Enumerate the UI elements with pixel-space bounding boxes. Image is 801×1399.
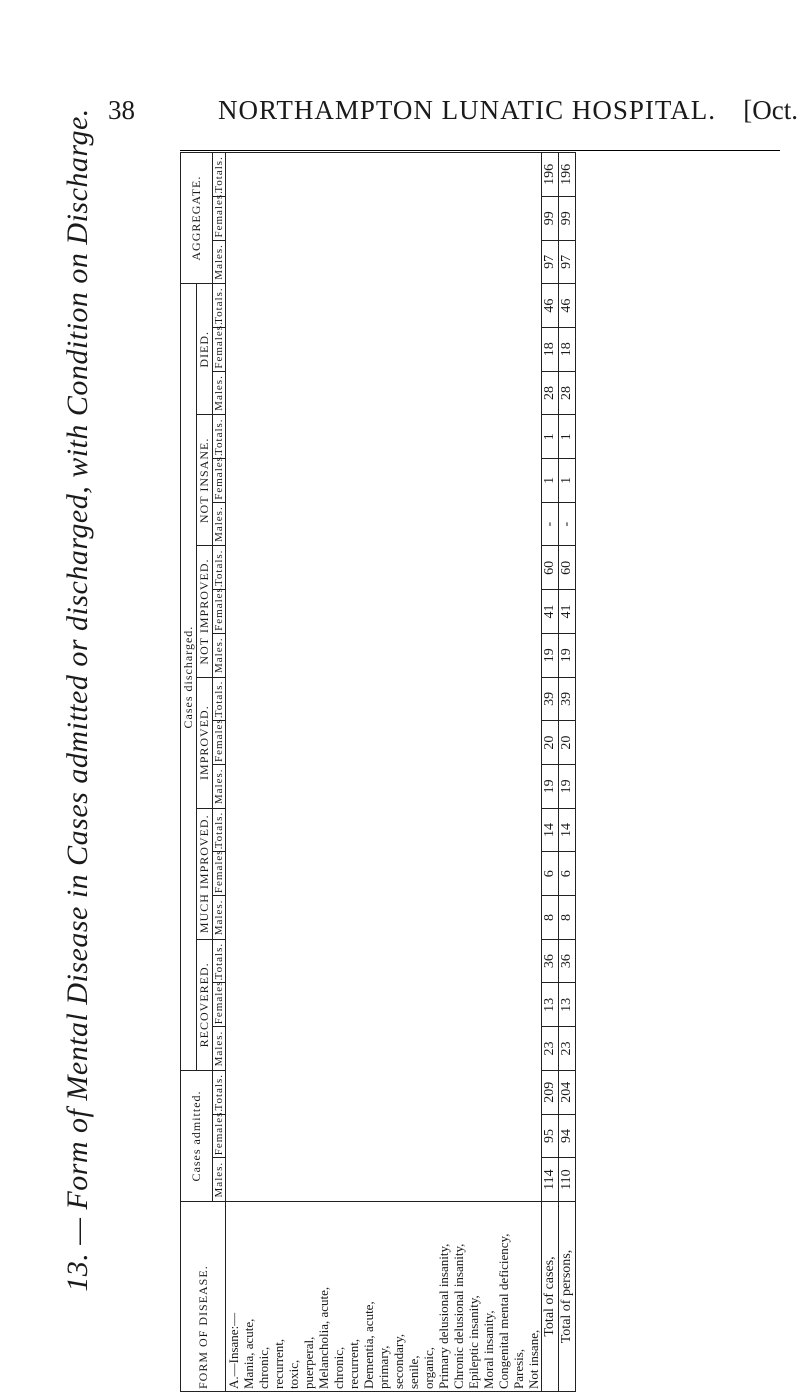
col-form-of-disease: FORM OF DISEASE. [181, 1202, 226, 1392]
much-improved-males: 8 [542, 896, 559, 940]
col-totals: Totals. [213, 284, 226, 328]
total-cases-label: Total of cases, [542, 1202, 559, 1392]
col-males: Males. [213, 1158, 226, 1202]
disease-label: chronic, [331, 1346, 346, 1389]
disease-label: Moral insanity, [481, 1310, 496, 1389]
col-males: Males. [213, 896, 226, 940]
improved-males: 19 [542, 764, 559, 808]
sub-not-improved: NOT IMPROVED. [197, 546, 213, 677]
col-males: Males. [213, 240, 226, 284]
disease-label: Epileptic insanity, [466, 1295, 481, 1389]
col-males: Males. [213, 633, 226, 677]
much-improved-males: 8 [559, 896, 576, 940]
header-row-1 [181, 153, 197, 1392]
not-improved-totals: 60 [542, 546, 559, 590]
disease-label: primary, [376, 1345, 391, 1389]
page-number: 38 [108, 95, 135, 125]
disease-label: Paresis, [511, 1348, 526, 1389]
disease-label: Congenital mental deficiency, [496, 1233, 511, 1389]
recovered-males: 23 [559, 1027, 576, 1071]
disease-label: toxic, [286, 1359, 301, 1389]
aggregate-males: 97 [559, 240, 576, 284]
disease-label: organic, [421, 1347, 436, 1389]
col-totals: Totals. [213, 1070, 226, 1114]
admitted-totals-persons: 204 [559, 1070, 576, 1114]
row-values-placeholder [226, 153, 542, 1202]
col-totals: Totals. [213, 808, 226, 852]
aggregate-totals: 196 [542, 153, 559, 197]
col-totals: Totals. [213, 939, 226, 983]
not-insane-females: 1 [542, 459, 559, 503]
aggregate-totals: 196 [559, 153, 576, 197]
disease-label: senile, [406, 1355, 421, 1389]
died-females: 18 [542, 327, 559, 371]
admitted-totals-cases: 209 [542, 1070, 559, 1114]
sub-died: DIED. [197, 284, 213, 415]
not-improved-females: 41 [542, 590, 559, 634]
died-totals: 46 [542, 284, 559, 328]
recovered-totals: 36 [542, 939, 559, 983]
sub-much-improved: MUCH IMPROVED. [197, 808, 213, 939]
recovered-females: 13 [559, 983, 576, 1027]
table-title-text: 13. — Form of Mental Disease in Cases admitted or discharged, with Condition on Discharge. [61, 108, 94, 1292]
running-title: NORTHAMPTON LUNATIC HOSPITAL. [218, 95, 716, 125]
not-insane-males: - [559, 502, 576, 546]
running-date: [Oct. [743, 95, 798, 125]
disease-label: Not insane, [526, 1329, 541, 1389]
died-totals: 46 [559, 284, 576, 328]
disease-label: Primary delusional insanity, [436, 1243, 451, 1389]
recovered-males: 23 [542, 1027, 559, 1071]
page-header [108, 95, 798, 135]
col-males: Males. [213, 764, 226, 808]
col-males: Males. [213, 371, 226, 415]
col-totals: Totals. [213, 153, 226, 197]
col-females: Females. [213, 983, 226, 1027]
col-females: Females. [213, 721, 226, 765]
improved-totals: 39 [559, 677, 576, 721]
admitted-females-cases: 95 [542, 1114, 559, 1158]
not-improved-females: 41 [559, 590, 576, 634]
aggregate-males: 97 [542, 240, 559, 284]
disease-label: secondary, [391, 1333, 406, 1389]
disease-label: A.—Insane:— [226, 1312, 241, 1389]
col-totals: Totals. [213, 415, 226, 459]
col-females: Females. [213, 196, 226, 240]
aggregate-females: 99 [559, 196, 576, 240]
not-improved-males: 19 [559, 633, 576, 677]
disease-label: Mania, acute, [241, 1318, 256, 1389]
table-title [18, 0, 138, 1399]
group-admitted: Cases admitted. [181, 1070, 213, 1201]
not-improved-males: 19 [542, 633, 559, 677]
not-insane-totals: 1 [559, 415, 576, 459]
died-females: 18 [559, 327, 576, 371]
col-females: Females. [213, 1114, 226, 1158]
improved-females: 20 [559, 721, 576, 765]
aggregate-females: 99 [542, 196, 559, 240]
admitted-females-persons: 94 [559, 1114, 576, 1158]
improved-totals: 39 [542, 677, 559, 721]
header-rule [180, 150, 780, 151]
not-insane-males: - [542, 502, 559, 546]
sub-not-insane: NOT INSANE. [197, 415, 213, 546]
not-insane-totals: 1 [542, 415, 559, 459]
col-females: Females. [213, 590, 226, 634]
died-males: 28 [542, 371, 559, 415]
total-persons-label: Total of persons, [559, 1202, 576, 1392]
group-discharged: Cases discharged. [181, 284, 197, 1071]
admitted-males-persons: 110 [559, 1158, 576, 1202]
disease-label: puerperal, [301, 1336, 316, 1389]
disease-table [180, 152, 576, 1392]
disease-label: Chronic delusional insanity, [451, 1243, 466, 1389]
col-totals: Totals. [213, 677, 226, 721]
not-improved-totals: 60 [559, 546, 576, 590]
total-cases-row [542, 153, 559, 1392]
col-totals: Totals. [213, 546, 226, 590]
much-improved-totals: 14 [559, 808, 576, 852]
group-aggregate: AGGREGATE. [181, 153, 213, 284]
disease-label: recurrent, [271, 1338, 286, 1389]
disease-label: Melancholia, acute, [316, 1286, 331, 1389]
died-males: 28 [559, 371, 576, 415]
recovered-females: 13 [542, 983, 559, 1027]
sub-recovered: RECOVERED. [197, 939, 213, 1070]
not-insane-females: 1 [559, 459, 576, 503]
col-males: Males. [213, 1027, 226, 1071]
much-improved-totals: 14 [542, 808, 559, 852]
col-females: Females. [213, 459, 226, 503]
disease-label: chronic, [256, 1346, 271, 1389]
much-improved-females: 6 [559, 852, 576, 896]
disease-rows [226, 153, 542, 1392]
improved-females: 20 [542, 721, 559, 765]
recovered-totals: 36 [559, 939, 576, 983]
admitted-males-cases: 114 [542, 1158, 559, 1202]
disease-label: recurrent, [346, 1338, 361, 1389]
much-improved-females: 6 [542, 852, 559, 896]
col-females: Females. [213, 852, 226, 896]
col-males: Males. [213, 502, 226, 546]
col-females: Females. [213, 327, 226, 371]
disease-list [226, 1202, 542, 1392]
improved-males: 19 [559, 764, 576, 808]
rotated-table-wrap [180, 152, 780, 1392]
disease-label: Dementia, acute, [361, 1301, 376, 1389]
total-persons-row [559, 153, 576, 1392]
sub-improved: IMPROVED. [197, 677, 213, 808]
